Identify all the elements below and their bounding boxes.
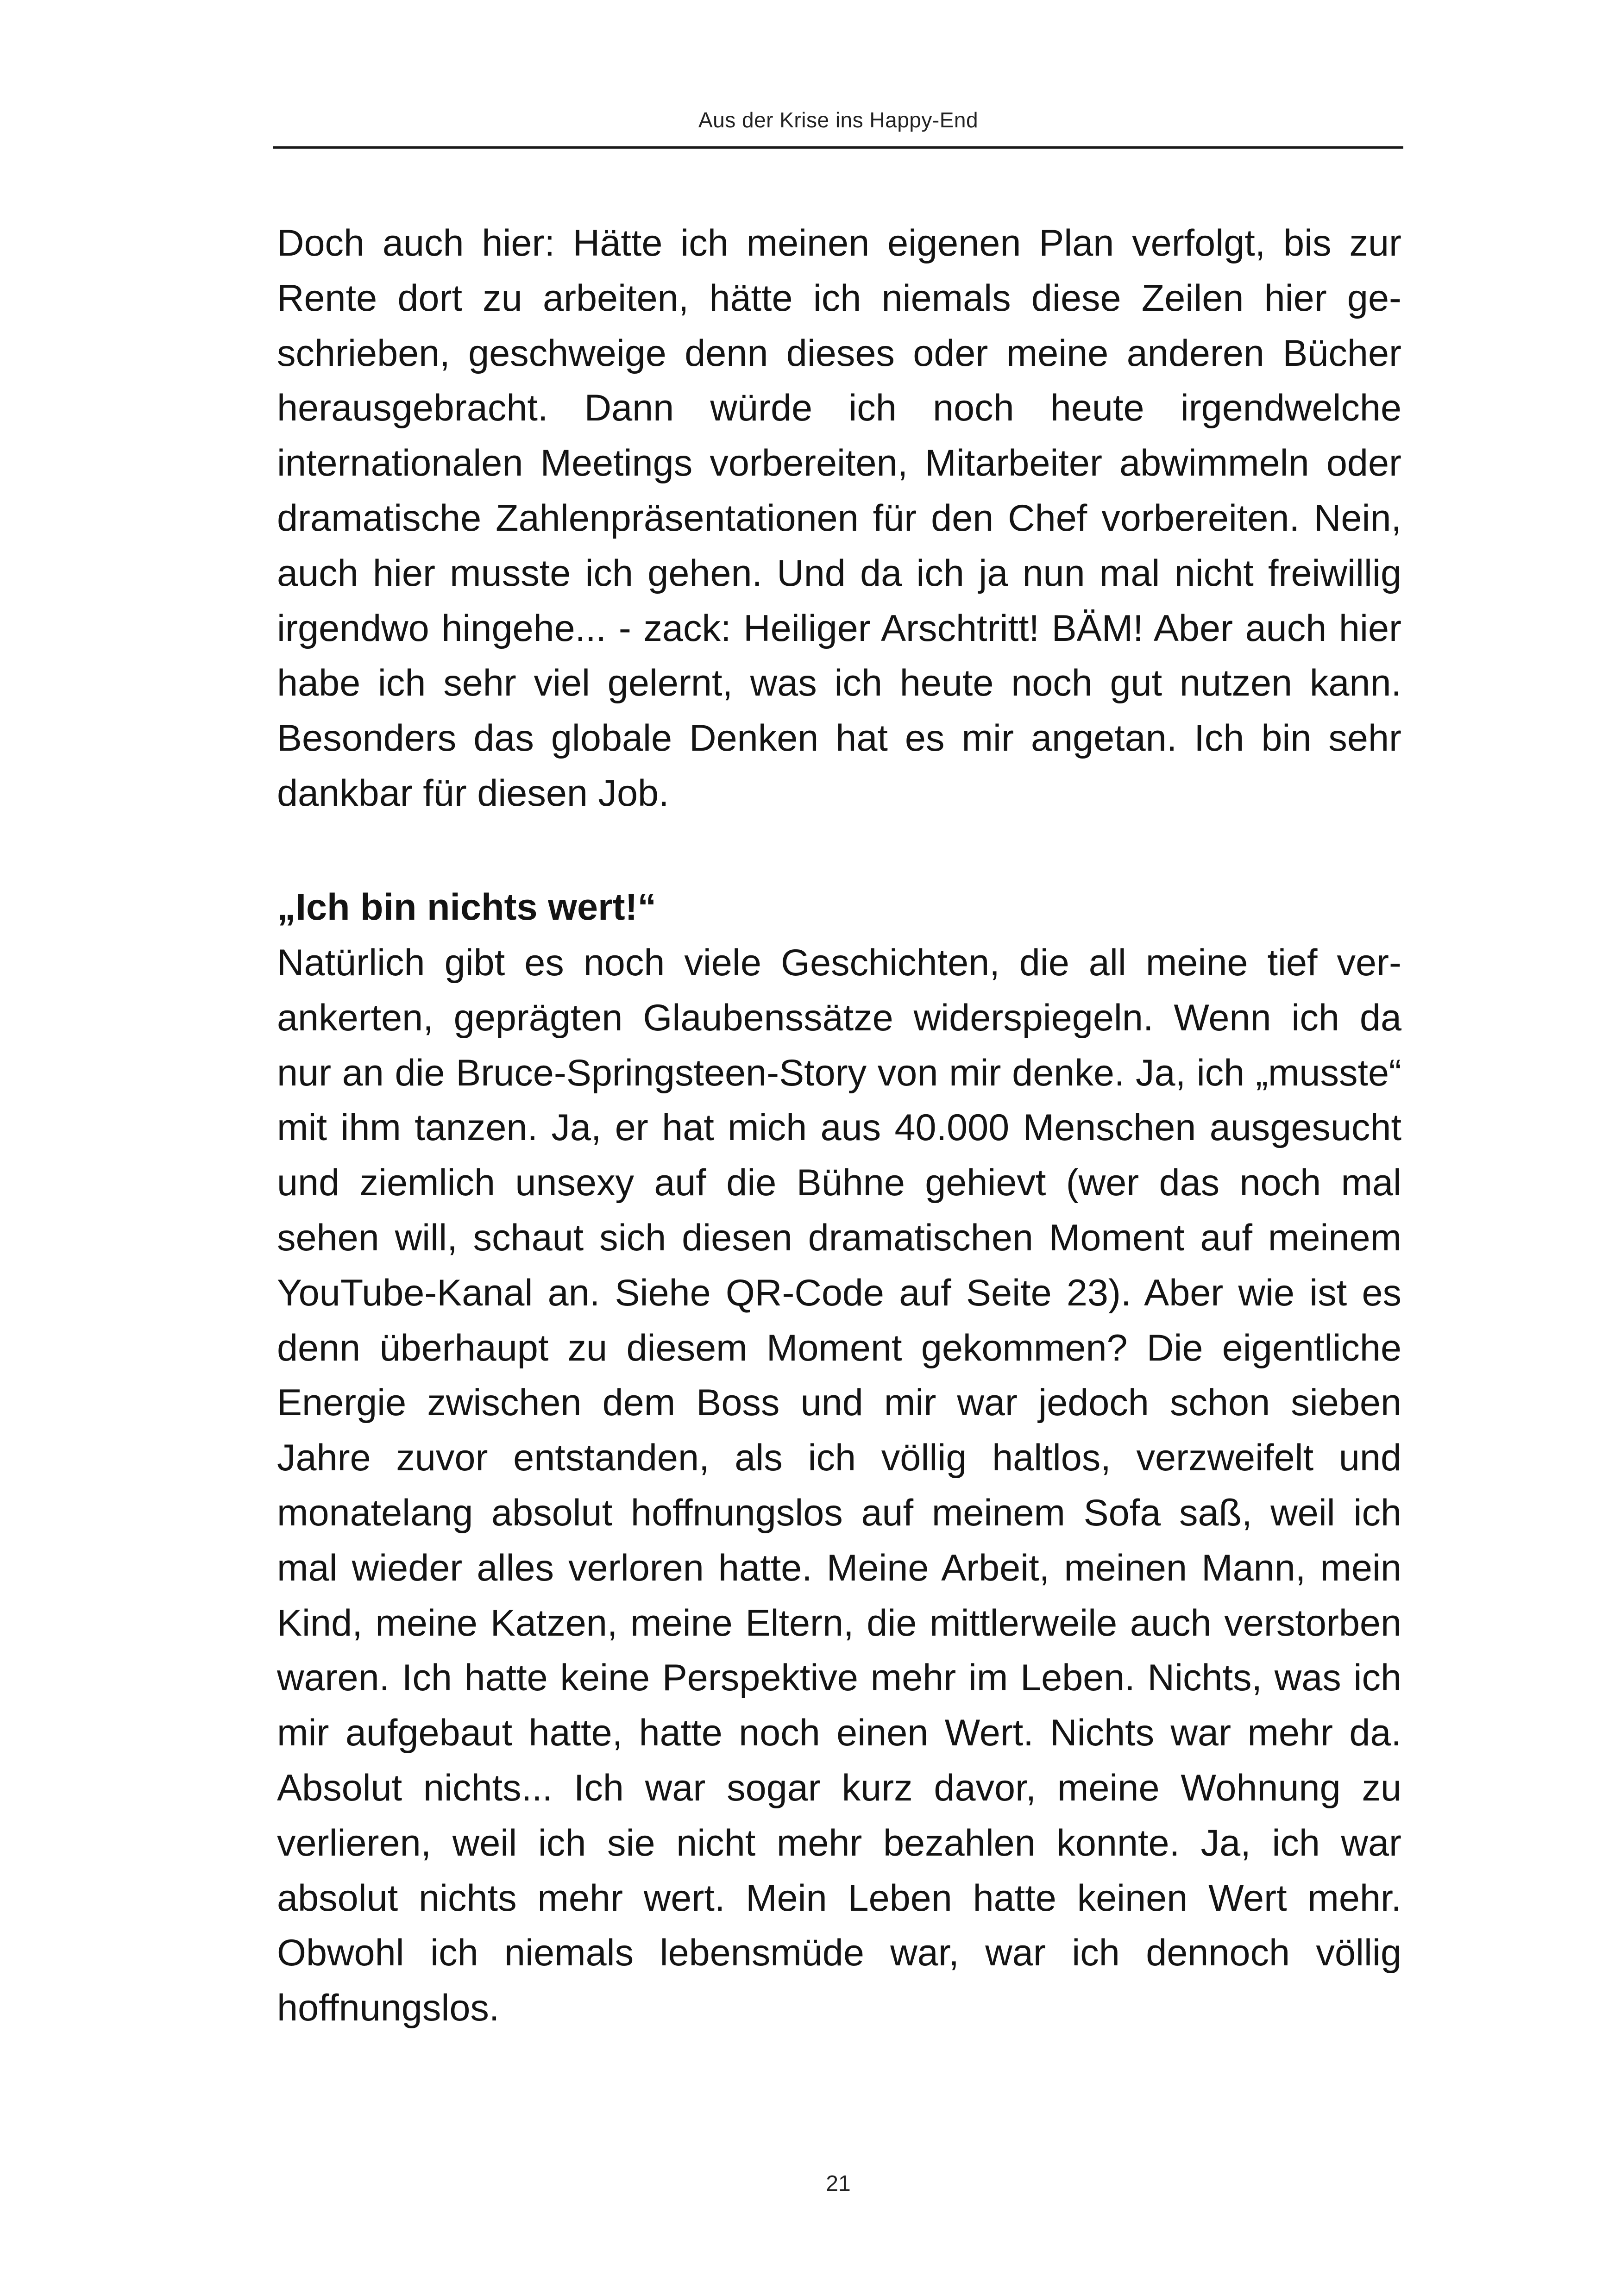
header-rule — [273, 146, 1403, 149]
section-heading: „Ich bin nichts wert!“ — [277, 886, 657, 928]
running-header: Aus der Krise ins Happy-End — [698, 108, 979, 132]
body-paragraph-2: Natürlich gibt es noch viele Geschichten, die all meine tief verankerten, geprägten Glaubenssätze widerspiegeln. Wenn ich da nur an die Bruce-Springsteen-Story von mir denke. Ja, ich „musste“ mit ihm tanzen. Ja, er hat mich aus 40.000 Menschen ausgesucht und ziemlich unsexy auf die Bühne gehievt (wer das noch mal sehen will, schaut sich diesen dramatischen Moment auf meinem YouTube-Kanal an. Siehe QR-Code auf Seite 23). Aber wie ist es denn überhaupt zu diesem Moment gekommen? Die eigentliche Energie zwischen dem Boss und mir war jedoch schon sieben Jahre zuvor entstanden, als ich völlig haltlos, verzweifelt und monatelang absolut hoffnungslos auf meinem Sofa saß, weil ich mal wieder alles verloren hatte. Meine Arbeit, meinen Mann, mein Kind, meine Katzen, meine Eltern, die mittlerweile auch verstorben waren. Ich hatte keine Perspektive mehr im Leben. Nichts, was ich mir aufgebaut hatte, hatte noch einen Wert. Nichts war mehr da. Absolut nichts... Ich war sogar kurz davor, meine Wohnung zu verlieren, weil ich sie nicht mehr bezahlen konnte. Ja, ich war absolut nichts mehr wert. Mein Leben hatte keinen Wert mehr. Obwohl ich niemals lebensmüde war, war ich dennoch völlig hoffnungslos. — [277, 942, 1401, 2029]
body-paragraph-1: Doch auch hier: Hätte ich meinen eigenen Plan verfolgt, bis zur Rente dort zu arbeiten, hätte ich niemals diese Zeilen hier geschrieben, geschweige denn dieses oder meine anderen Bücher herausgebracht. Dann würde ich noch heute irgendwelche internationalen Meetings vorbereiten, Mitarbeiter abwimmeln oder dramatische Zahlenpräsentationen für den Chef vorbereiten. Nein, auch hier musste ich gehen. Und da ich ja nun mal nicht freiwillig irgendwo hingehe... - zack: Heiliger Arschtritt! BÄM! Aber auch hier habe ich sehr viel gelernt, was ich heute noch gut nutzen kann. Besonders das globale Denken hat es mir angetan. Ich bin sehr dankbar für diesen Job. — [277, 222, 1401, 814]
page-number: 21 — [826, 2171, 851, 2196]
